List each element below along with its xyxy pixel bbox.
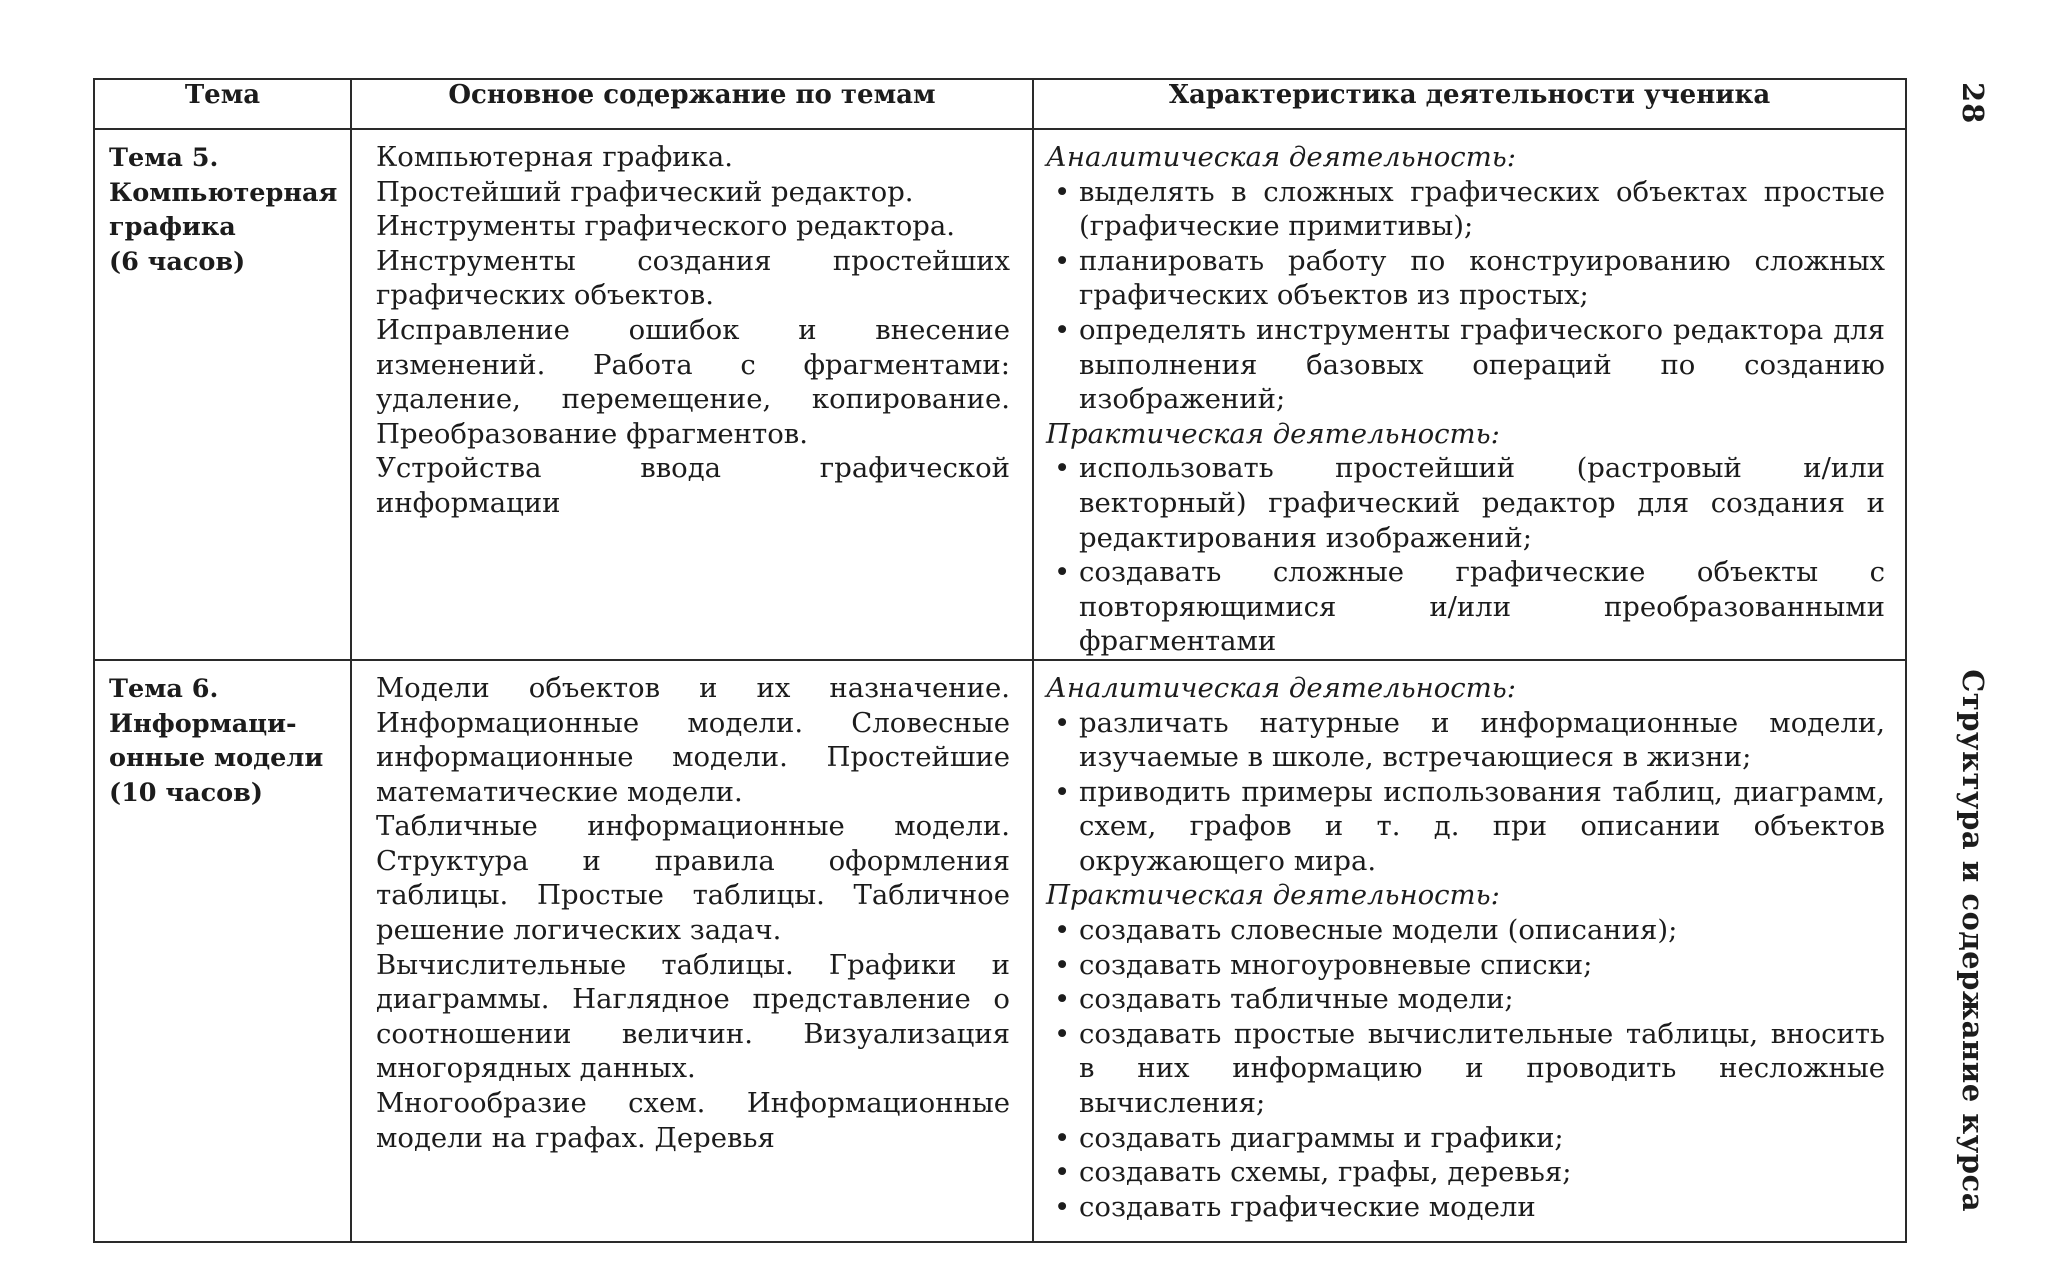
bullet-icon: •: [1054, 775, 1071, 808]
bullet-icon: •: [1054, 983, 1071, 1016]
bullet-icon: •: [1054, 452, 1071, 485]
bullet-icon: •: [1054, 313, 1071, 346]
table-header-row: [94, 79, 1906, 129]
practical-list: [1046, 913, 1885, 1224]
list-item: [1046, 913, 1885, 948]
content-paragraph: Инструменты создания простейших графических объектов.: [376, 244, 1010, 312]
analytic-heading: Аналитическая деятельность:: [1046, 671, 1517, 704]
activity-cell: [1033, 660, 1906, 1242]
header-topic: Тема: [94, 79, 351, 129]
content-paragraph: Компьютерная графика.: [376, 141, 733, 173]
list-item-text: выделять в сложных графических объектах простые (графические примитивы);: [1079, 175, 1885, 243]
bullet-icon: •: [1054, 948, 1071, 981]
bullet-icon: •: [1054, 706, 1071, 739]
bullet-icon: •: [1054, 1121, 1071, 1154]
vertical-running-header: [1945, 82, 2001, 1212]
content-paragraph: Исправление ошибок и внесение изменений. Работа с фрагментами: удаление, перемещение, копирование. Преобразование фрагментов.: [376, 313, 1010, 450]
content-paragraph: Табличные информационные модели. Структура и правила оформления таблицы. Простые таблицы. Табличное решение логических задач.: [376, 810, 1010, 947]
bullet-icon: •: [1054, 914, 1071, 947]
analytic-list: [1046, 706, 1885, 879]
topic-title-line: Компьютерная: [109, 177, 338, 208]
page-number: 28: [1956, 82, 1990, 125]
list-item: [1046, 1190, 1885, 1225]
list-item: [1046, 175, 1885, 244]
list-item-text: создавать диаграммы и графики;: [1079, 1121, 1564, 1154]
list-item: [1046, 982, 1885, 1017]
content-paragraph: Устройства ввода графической информации: [376, 452, 1010, 519]
practical-heading: Практическая деятельность:: [1046, 879, 1500, 912]
list-item-text: создавать табличные модели;: [1079, 983, 1514, 1016]
list-item-text: создавать простые вычислительные таблицы, вносить в них информацию и проводить несложные вычисления;: [1079, 1017, 1885, 1120]
topic-cell: [94, 129, 351, 660]
list-item: [1046, 313, 1885, 417]
table-row: [94, 660, 1906, 1242]
list-item: [1046, 451, 1885, 555]
list-item: [1046, 706, 1885, 775]
list-item-text: приводить примеры использования таблиц, диаграмм, схем, графов и т. д. при описании объектов окружающего мира.: [1079, 775, 1885, 877]
content-cell: [351, 660, 1033, 1242]
content-paragraph: Многообразие схем. Информационные модели на графах. Деревья: [376, 1087, 1010, 1154]
analytic-list: [1046, 175, 1885, 417]
list-item-text: использовать простейший (растровый и/или векторный) графический редактор для создания и редактирования изображений;: [1079, 452, 1885, 554]
list-item-text: создавать словесные модели (описания);: [1079, 914, 1678, 947]
topic-title-line: графика: [109, 212, 236, 243]
activity-cell: [1033, 129, 1906, 660]
list-item: [1046, 775, 1885, 879]
header-content: Основное содержание по темам: [351, 79, 1033, 129]
list-item: [1046, 244, 1885, 313]
list-item: [1046, 1017, 1885, 1121]
content-paragraph: Простейший графический редактор.: [376, 175, 914, 208]
bullet-icon: •: [1054, 1017, 1071, 1050]
bullet-icon: •: [1054, 175, 1071, 208]
list-item-text: планировать работу по конструированию сложных графических объектов из простых;: [1079, 244, 1885, 312]
list-item-text: различать натурные и информационные модели, изучаемые в школе, встречающиеся в жизни;: [1079, 706, 1885, 774]
running-title: Структура и содержание курса: [1956, 669, 1990, 1212]
practical-heading: Практическая деятельность:: [1046, 417, 1500, 450]
topic-cell: [94, 660, 351, 1242]
list-item: [1046, 1121, 1885, 1156]
topic-title-line: онные модели: [109, 743, 324, 774]
list-item-text: создавать схемы, графы, деревья;: [1079, 1156, 1572, 1189]
bullet-icon: •: [1054, 244, 1071, 277]
analytic-heading: Аналитическая деятельность:: [1046, 141, 1517, 173]
topic-hours: (10 часов): [109, 777, 263, 808]
topic-hours: (6 часов): [109, 246, 246, 277]
running-header-line: [1945, 82, 2001, 1212]
topic-title-line: Информаци-: [109, 708, 297, 739]
header-activity: Характеристика деятельности ученика: [1033, 79, 1906, 129]
topic-number: Тема 5.: [109, 143, 219, 173]
bullet-icon: •: [1054, 1190, 1071, 1223]
topic-number: Тема 6.: [109, 673, 219, 704]
bullet-icon: •: [1054, 556, 1071, 589]
list-item: [1046, 948, 1885, 983]
content-paragraph: Вычислительные таблицы. Графики и диаграммы. Наглядное представление о соотношении величин. Визуализация многорядных данных.: [376, 948, 1010, 1085]
list-item-text: создавать графические модели: [1079, 1190, 1536, 1223]
content-paragraph: Модели объектов и их назначение. Информационные модели. Словесные информационные модели. Простейшие математические модели.: [376, 671, 1010, 808]
list-item-text: создавать многоуровневые списки;: [1079, 948, 1593, 981]
table-row: [94, 129, 1906, 660]
content-paragraph: Инструменты графического редактора.: [376, 210, 956, 243]
list-item-text: определять инструменты графического редактора для выполнения базовых операций по созданию изображений;: [1079, 313, 1885, 416]
curriculum-table: [93, 78, 1907, 1243]
list-item: [1046, 555, 1885, 659]
list-item: [1046, 1155, 1885, 1190]
practical-list: [1046, 451, 1885, 659]
bullet-icon: •: [1054, 1156, 1071, 1189]
list-item-text: создавать сложные графические объекты с повторяющимися и/или преобразованными фрагментами: [1079, 556, 1885, 658]
content-cell: [351, 129, 1033, 660]
